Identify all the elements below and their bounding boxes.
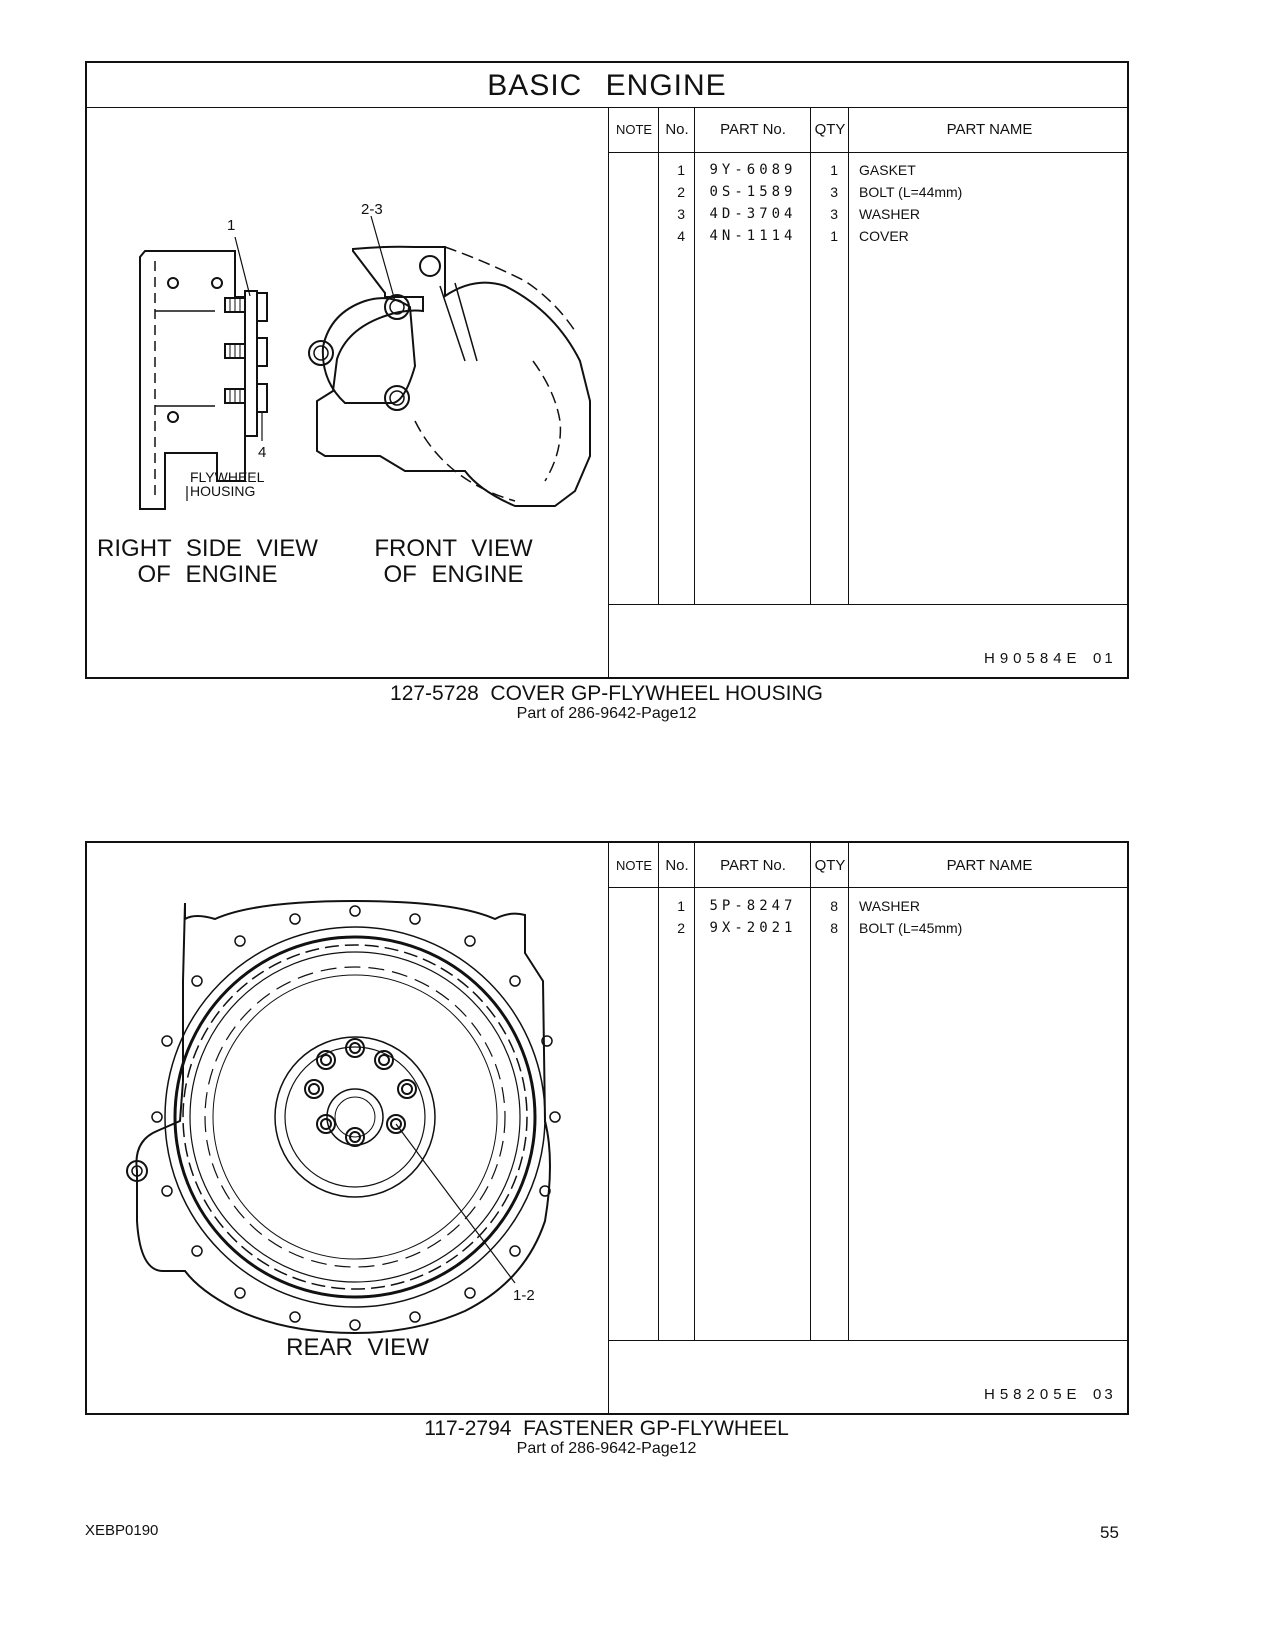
table-bottom-divider	[608, 604, 1127, 605]
table-left-border-2	[608, 843, 609, 1415]
table2-row-2-qty: 8	[830, 920, 838, 936]
page-number: 55	[1100, 1523, 1119, 1542]
header-qty: QTY	[814, 121, 846, 138]
table-row-2-part-no: 0S-1589	[709, 184, 797, 200]
table-row-1-part-no: 9Y-6089	[709, 162, 797, 178]
view-label-rear: REAR VIEW	[286, 1334, 429, 1361]
table-row-1-qty: 1	[830, 162, 838, 178]
table-row-4-name: COVER	[859, 228, 909, 244]
col-divider-no	[694, 107, 695, 604]
view-label-front	[356, 536, 551, 588]
table2-row-1-name: WASHER	[859, 898, 920, 914]
table-row-1-name: GASKET	[859, 162, 916, 178]
reference-code-2: H58205E	[984, 1386, 1082, 1403]
table-row-3-name: WASHER	[859, 206, 920, 222]
table2-row-2-name: BOLT (L=45mm)	[859, 920, 963, 936]
table-row-1-no: 1	[677, 162, 685, 178]
section-title: BASIC ENGINE	[487, 69, 727, 102]
view-label-right-side-line2: OF ENGINE	[137, 561, 278, 588]
callout-4: 4	[258, 444, 267, 461]
table2-row-1-part-no: 5P-8247	[709, 898, 797, 914]
reference-code: H90584E	[984, 650, 1082, 667]
header-no-2: No.	[665, 857, 689, 874]
header-part-name: PART NAME	[946, 121, 1033, 138]
header-note-2: NOTE	[615, 858, 653, 873]
group1-caption-title: 127-5728 COVER GP-FLYWHEEL HOUSING	[390, 682, 823, 705]
table-row-4-part-no: 4N-1114	[709, 228, 797, 244]
flywheel-rear-view-illustration	[85, 841, 605, 1415]
group1-caption-subtitle: Part of 286-9642-Page12	[516, 705, 697, 722]
col-divider-note-2	[658, 843, 659, 1340]
table-left-border	[608, 107, 609, 679]
view-label-front-line2: OF ENGINE	[383, 561, 524, 588]
header-part-no: PART No.	[720, 121, 786, 138]
table-row-2-name: BOLT (L=44mm)	[859, 184, 963, 200]
table2-row-1-no: 1	[677, 898, 685, 914]
reference-revision: 01	[1093, 650, 1116, 667]
reference-revision-2: 03	[1093, 1386, 1116, 1403]
table-bottom-divider-2	[608, 1340, 1127, 1341]
table-row-4-qty: 1	[830, 228, 838, 244]
header-note: NOTE	[615, 122, 653, 137]
header-divider	[608, 152, 1127, 153]
table-row-2-qty: 3	[830, 184, 838, 200]
table-row-3-no: 3	[677, 206, 685, 222]
table-row-4-no: 4	[677, 228, 685, 244]
callout-1: 1	[227, 217, 236, 234]
flywheel-housing-label-1: FLYWHEEL	[190, 469, 265, 485]
table2-row-2-no: 2	[677, 920, 685, 936]
group2-caption-subtitle: Part of 286-9642-Page12	[516, 1440, 697, 1457]
table-row-3-part-no: 4D-3704	[709, 206, 797, 222]
view-label-right-side-line1: RIGHT SIDE VIEW	[97, 535, 318, 562]
header-part-name-2: PART NAME	[946, 857, 1033, 874]
col-divider-partno	[810, 107, 811, 604]
table2-row-1-qty: 8	[830, 898, 838, 914]
header-no: No.	[665, 121, 689, 138]
col-divider-no-2	[694, 843, 695, 1340]
table-row-3-qty: 3	[830, 206, 838, 222]
header-divider-2	[608, 887, 1127, 888]
view-label-right-side	[90, 536, 325, 588]
col-divider-partno-2	[810, 843, 811, 1340]
callout-2-3: 2-3	[361, 201, 383, 218]
document-code: XEBP0190	[85, 1522, 159, 1539]
group2-caption-title: 117-2794 FASTENER GP-FLYWHEEL	[424, 1417, 789, 1440]
view-label-front-line1: FRONT VIEW	[374, 535, 533, 562]
header-qty-2: QTY	[814, 857, 846, 874]
header-part-no-2: PART No.	[720, 857, 786, 874]
table2-row-2-part-no: 9X-2021	[709, 920, 797, 936]
col-divider-qty-2	[848, 843, 849, 1340]
flywheel-housing-label-2: HOUSING	[190, 483, 256, 499]
callout-1-2: 1-2	[513, 1287, 535, 1304]
col-divider-qty	[848, 107, 849, 604]
table-row-2-no: 2	[677, 184, 685, 200]
col-divider-note	[658, 107, 659, 604]
